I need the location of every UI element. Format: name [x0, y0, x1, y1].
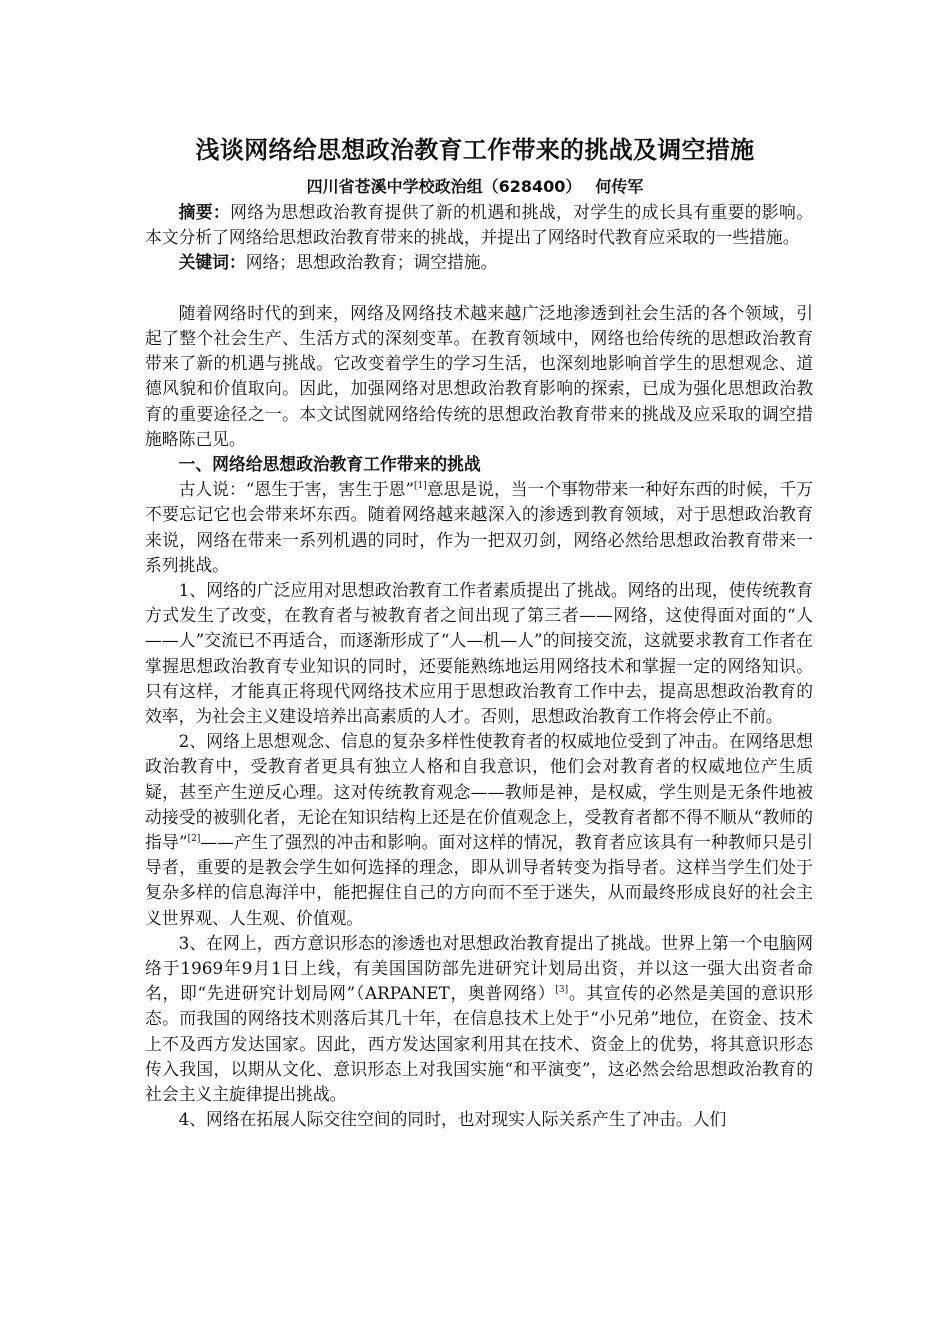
- abstract-text: 网络为思想政治教育提供了新的机遇和挑战，对学生的成长具有重要的影响。本文分析了网络给思想政治教育带来的挑战，并提出了网络时代教育应采取的一些措施。: [145, 202, 813, 248]
- keywords-paragraph: [145, 250, 813, 275]
- intro-paragraph: 随着网络时代的到来，网络及网络技术越来越广泛地渗透到社会生活的各个领域，引起了整个社会生产、生活方式的深刻变革。在教育领域中，网络也给传统的思想政治教育带来了新的机遇与挑战。它改变着学生的学习生活，也深刻地影响首学生的思想观念、道德风貌和价值取向。因此，加强网络对思想政治教育影响的探索，已成为强化思想政治教育的重要途径之一。本文试图就网络给传统的思想政治教育带来的挑战及应采取的调空措施略陈己见。: [145, 302, 813, 449]
- paragraph-text: 2、网络上思想观念、信息的复杂多样性使教育者的权威地位受到了冲击。在网络思想政治教育中，受教育者更具有独立人格和自我意识，他们会对教育者的权威地位产生质疑，甚至产生逆反心理。这对传统教育观念——教师是神，是权威，学生则是无条件地被动接受的被驯化者，无论在知识结构上还是在价值观念上，受教育者都不得不顺从“教师的指导”: [145, 731, 813, 853]
- paragraph-text: 。其宣传的必然是美国的意识形态。而我国的网络技术则落后其几十年，在信息技术上处于“小兄弟”地位，在资金、技术上不及西方发达国家。因此，西方发达国家利用其在技术、资金上的优势，将其意识形态传入我国，以期从文化、意识形态上对我国实施“和平演变”，这必然会给思想政治教育的社会主义主旋律提出挑战。: [145, 983, 813, 1105]
- author-line: [0, 176, 950, 198]
- author-affiliation: 四川省苍溪中学校政治组（628400）: [306, 177, 582, 196]
- paragraph-text: ——产生了强烈的冲击和影响。面对这样的情况，教育者应该具有一种教师只是引导者，重要的是教会学生如何选择的理念，即从训导者转变为指导者。这样当学生们处于复杂多样的信息海洋中，能把握住自己的方向而不至于迷失，从而最终形成良好的社会主义世界观、人生观、价值观。: [145, 832, 813, 928]
- paragraph-text: 意思是说，当一个事物带来一种好东西的时候，千万不要忘记它也会带来坏东西。随着网络越来越深入的渗透到教育领域，对于思想政治教育来说，网络在带来一系列机遇的同时，作为一把双刃剑，网络必然给思想政治教育带来一系列挑战。: [145, 479, 813, 575]
- blank-line: [145, 276, 813, 301]
- paragraph-text: 古人说：“恩生于害，害生于恩”: [178, 479, 415, 500]
- abstract-paragraph: [145, 200, 813, 250]
- abstract-label: 摘要：: [178, 202, 231, 222]
- paragraph-point-4: 4、网络在拓展人际交往空间的同时，也对现实人际关系产生了冲击。人们: [178, 1109, 727, 1130]
- paragraph-quote: [145, 477, 813, 578]
- citation-ref: [1]: [414, 481, 427, 492]
- citation-ref: [2]: [187, 834, 201, 845]
- citation-ref: [3]: [555, 985, 569, 996]
- paragraph-point-3: [145, 931, 813, 1107]
- keywords-text: 网络；思想政治教育；调空措施。: [245, 252, 498, 273]
- paragraph-point-2: [145, 729, 813, 931]
- paragraph-point-1: 1、网络的广泛应用对思想政治教育工作者素质提出了挑战。网络的出现，使传统教育方式发生了改变，在教育者与被教育者之间出现了第三者——网络，这使得面对面的“人——人”交流已不再适合，而逐渐形成了“人—机—人”的间接交流，这就要求教育工作者在掌握思想政治教育专业知识的同时，还要能熟练地运用网络技术和掌握一定的网络知识。只有这样，才能真正将现代网络技术应用于思想政治教育工作中去，提高思想政治教育的效率，为社会主义建设培养出高素质的人才。否则，思想政治教育工作将会停止不前。: [145, 580, 813, 727]
- keywords-label: 关键词：: [178, 252, 246, 273]
- section-heading: 一、网络给思想政治教育工作带来的挑战: [178, 454, 481, 475]
- article-body: [145, 200, 813, 1133]
- author-name: 何传军: [595, 177, 644, 196]
- document-title: 浅谈网络给思想政治教育工作带来的挑战及调空措施: [195, 136, 755, 164]
- paragraph-text: 3、在网上，西方意识形态的渗透也对思想政治教育提出了挑战。世界上第一个电脑网络于1969年9月1日上线，有美国国防部先进研究计划局出资，并以这一强大出资者命名，即“先进研究计划局网”（ARPANET，奥普网络）: [145, 932, 813, 1004]
